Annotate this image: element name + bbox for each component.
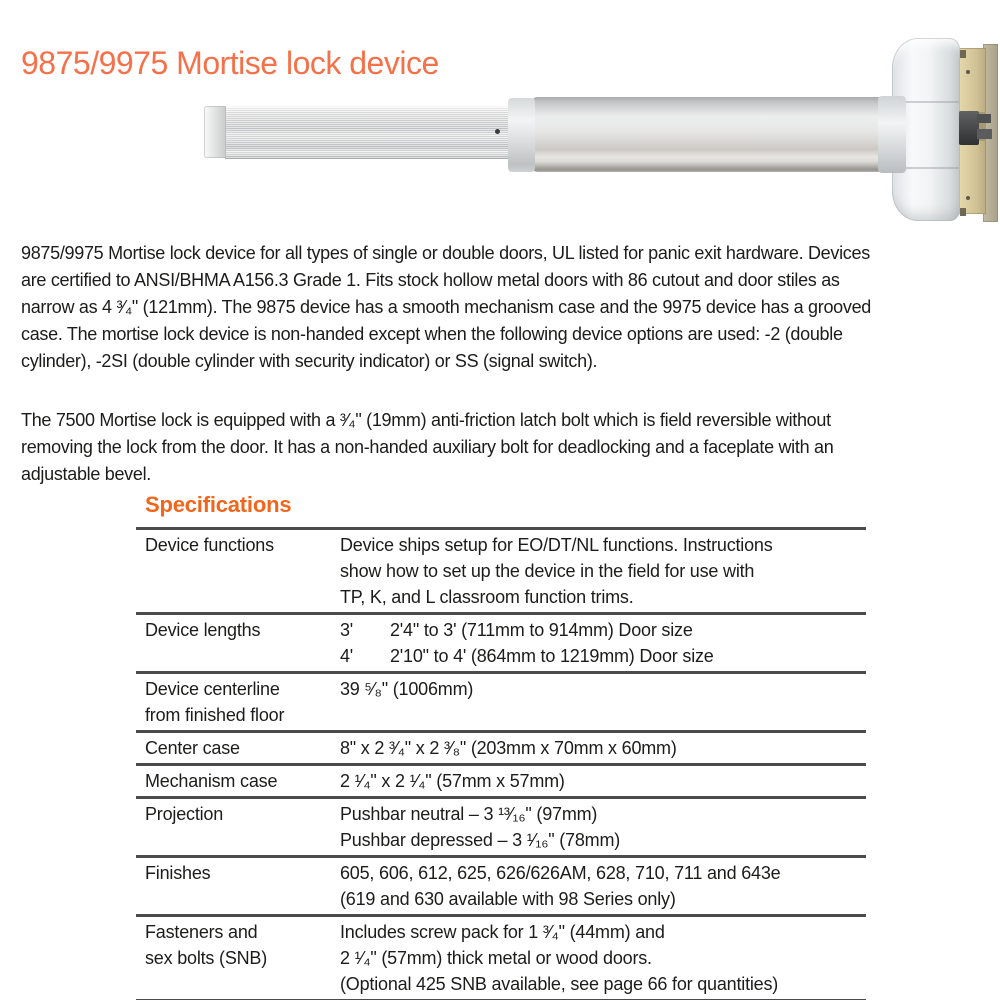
rail-screw-hole <box>495 129 500 134</box>
pushbar-rail <box>225 106 515 159</box>
spec-label <box>136 919 340 997</box>
spec-label-line: from finished floor <box>145 705 285 725</box>
spec-value <box>340 617 866 669</box>
rail-collar <box>508 98 535 172</box>
spec-label-line: Projection <box>145 804 224 824</box>
faceplate-clip-top <box>960 50 966 58</box>
spec-value-line: 605, 606, 612, 625, 626/626AM, 628, 710, 711 and 643e <box>340 863 781 883</box>
spec-row-projection <box>136 796 866 855</box>
spec-value-line: 8" x 2 ³⁄₄" x 2 ³⁄₈" (203mm x 70mm x 60mm) <box>340 738 677 758</box>
center-case-seam-bottom <box>893 167 959 169</box>
spec-label <box>136 801 340 853</box>
spec-row-device-functions <box>136 527 866 612</box>
latch-bolt <box>959 111 979 145</box>
center-case <box>892 38 960 221</box>
specifications-heading: Specifications <box>145 492 292 517</box>
spec-value-line: TP, K, and L classroom function trims. <box>340 587 634 607</box>
spec-value-line: (Optional 425 SNB available, see page 66 for quantities) <box>340 974 779 994</box>
spec-label-line: Device centerline <box>145 679 280 699</box>
tube-case-collar <box>878 96 906 173</box>
spec-row-fasteners <box>136 914 866 999</box>
spec-row-finishes <box>136 855 866 914</box>
spec-value <box>340 676 866 728</box>
spec-value-line: Device ships setup for EO/DT/NL functions. Instructions <box>340 535 773 555</box>
spec-value-line: Includes screw pack for 1 ³⁄₄" (44mm) and <box>340 922 665 942</box>
spec-row-device-lengths <box>136 612 866 671</box>
spec-value <box>340 735 866 761</box>
spec-value-line: 39 ⁵⁄₈" (1006mm) <box>340 679 474 699</box>
latch-bolt-prong-bottom <box>977 129 992 139</box>
spec-label-line: Finishes <box>145 863 211 883</box>
spec-row-mechanism-case <box>136 763 866 796</box>
device-length-desc: 2'4" to 3' (711mm to 914mm) Door size <box>390 620 693 640</box>
spec-label <box>136 735 340 761</box>
spec-label-line: Mechanism case <box>145 771 278 791</box>
spec-value-line: (619 and 630 available with 98 Series only) <box>340 889 676 909</box>
faceplate-screw-bottom <box>966 196 970 200</box>
spec-label <box>136 860 340 912</box>
device-length-desc: 2'10" to 4' (864mm to 1219mm) Door size <box>390 646 714 666</box>
mortise-faceplate-bottom <box>956 140 986 214</box>
spec-value-line: 2 ¹⁄₄" (57mm) thick metal or wood doors. <box>340 948 652 968</box>
spec-label-line: Device lengths <box>145 620 261 640</box>
spec-label-line: Center case <box>145 738 240 758</box>
spec-label <box>136 768 340 794</box>
device-length-size: 4' <box>340 646 354 666</box>
product-image <box>0 0 1000 245</box>
latch-bolt-prong-top <box>977 114 991 123</box>
spec-label-line: Fasteners and <box>145 922 258 942</box>
spec-value <box>340 919 866 997</box>
faceplate-screw-top <box>966 70 970 74</box>
spec-label-line: sex bolts (SNB) <box>145 948 268 968</box>
intro-paragraph: 9875/9975 Mortise lock device for all types of single or double doors, UL listed for panic exit hardware. Devices are certified to ANSI/BHMA A156.3 Grade 1. Fits stock hollow metal doors with 86 cutout and door stiles as narrow as 4 ³⁄₄" (121mm). The 9875 device has a smooth mechanism case and the 9975 device has a grooved case. The mortise lock device is non-handed except when the following device options are used: -2 (double cylinder), -2SI (double cylinder with security indicator) or SS (signal switch). <box>21 243 871 371</box>
second-paragraph: The 7500 Mortise lock is equipped with a ³⁄₄" (19mm) anti-friction latch bolt which is field reversible without removing the lock from the door. It has a non-handed auxiliary bolt for deadlocking and a faceplate with an adjustable bevel. <box>21 410 834 484</box>
spec-value <box>340 860 866 912</box>
spec-label-line: Device functions <box>145 535 274 555</box>
spec-label <box>136 676 340 728</box>
spec-value <box>340 801 866 853</box>
pushbar-tube <box>532 97 906 172</box>
device-length-size: 3' <box>340 620 354 640</box>
specifications-table <box>136 527 866 1000</box>
spec-row-device-centerline <box>136 671 866 730</box>
spec-value-line: 2 ¹⁄₄" x 2 ¹⁄₄" (57mm x 57mm) <box>340 771 565 791</box>
mortise-faceplate-top <box>956 48 986 114</box>
spec-value-line: Pushbar depressed – 3 ¹⁄₁₆" (78mm) <box>340 830 621 850</box>
spec-value-line: Pushbar neutral – 3 ¹³⁄₁₆" (97mm) <box>340 804 598 824</box>
pushbar-end-cap <box>204 106 226 158</box>
spec-value-line: show how to set up the device in the field for use with <box>340 561 755 581</box>
spec-row-center-case <box>136 730 866 763</box>
device-length-option <box>340 617 866 643</box>
spec-label <box>136 532 340 610</box>
page-title: 9875/9975 Mortise lock device <box>21 45 439 82</box>
mortise-backplate <box>983 44 998 222</box>
center-case-seam-top <box>893 101 959 103</box>
mortise-faceplate-mid <box>956 112 986 142</box>
spec-label <box>136 617 340 669</box>
spec-value <box>340 532 866 610</box>
faceplate-clip-bottom <box>960 208 966 216</box>
device-length-option <box>340 643 866 669</box>
spec-value <box>340 768 866 794</box>
